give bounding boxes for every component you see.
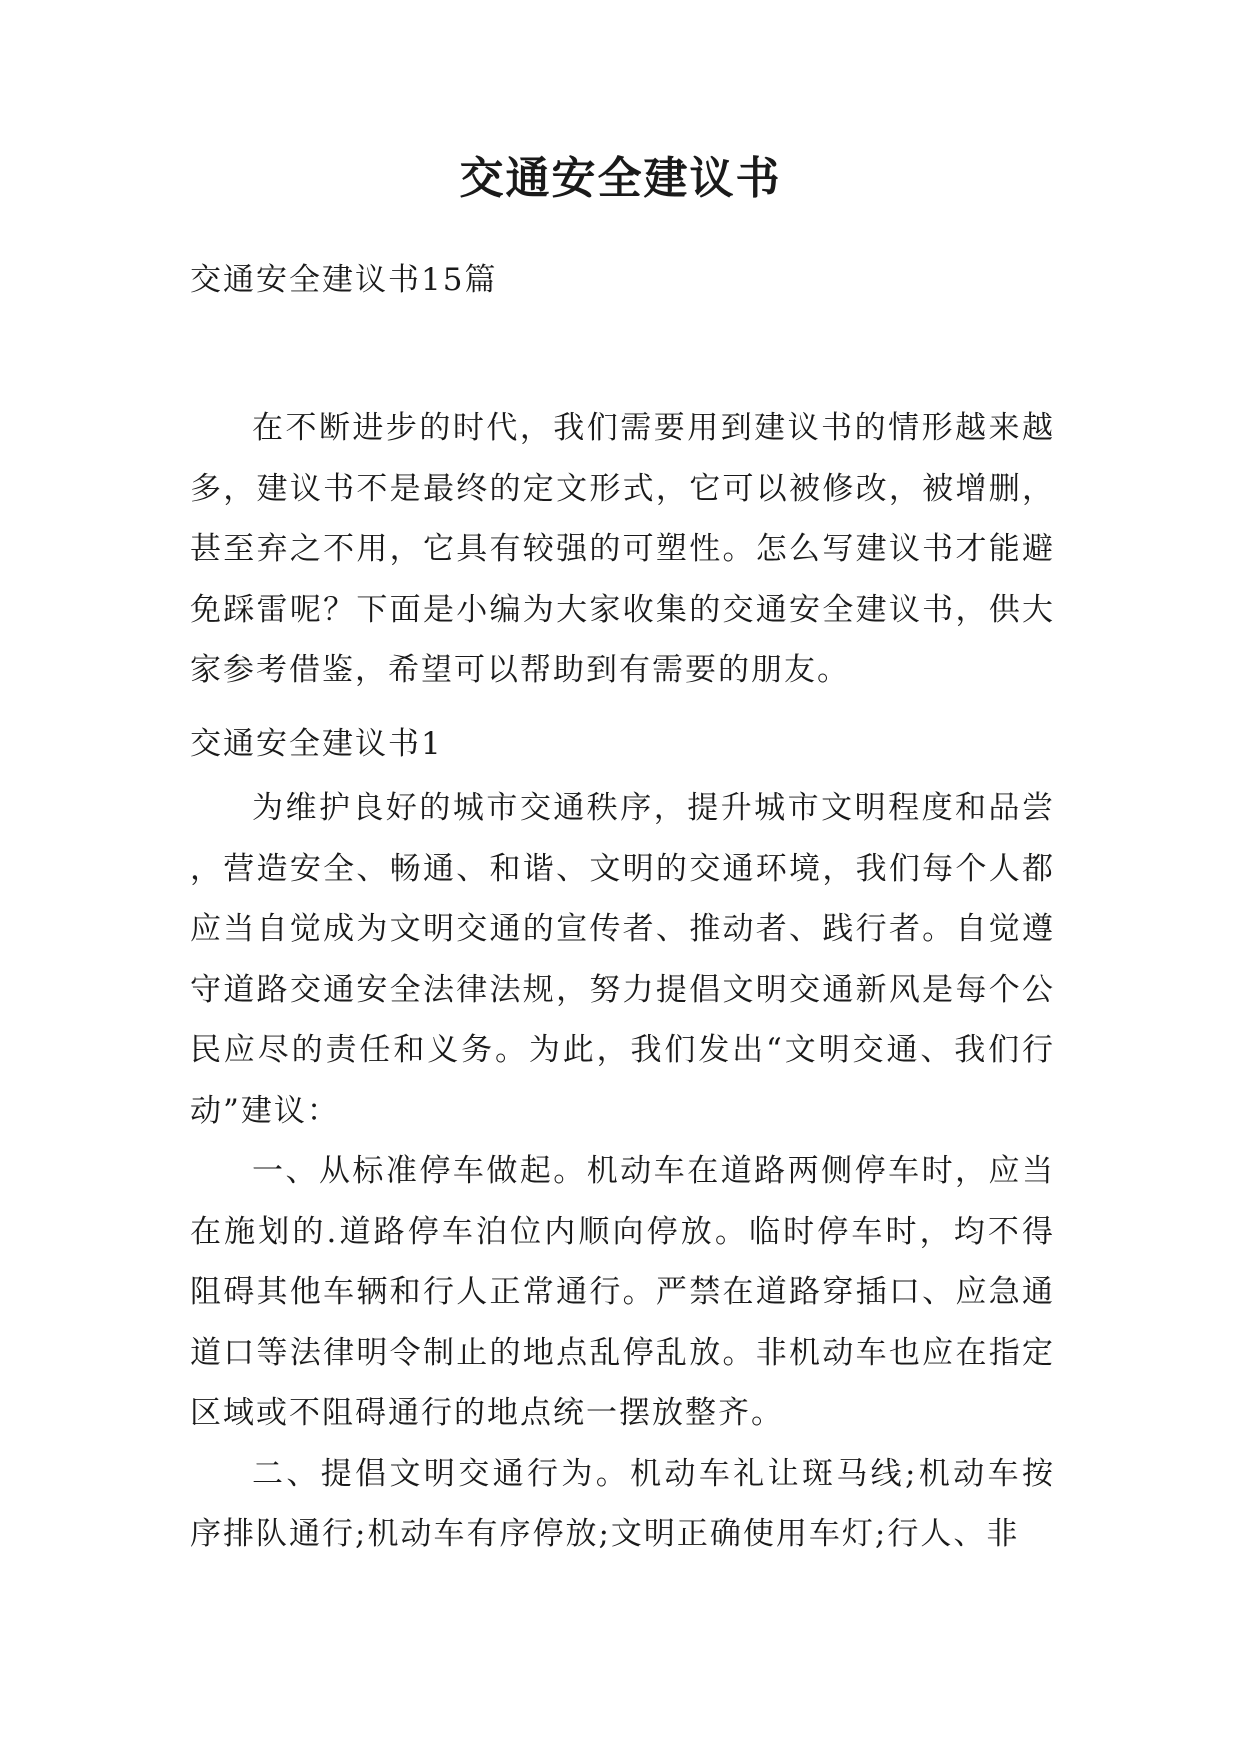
intro-paragraph: 在不断进步的时代，我们需要用到建议书的情形越来越多，建议书不是最终的定文形式，它可以被修改，被增删，甚至弃之不用，它具有较强的可塑性。怎么写建议书才能避免踩雷呢？下面是小编为大家收集的交通安全建议书，供大家参考借鉴，希望可以帮助到有需要的朋友。 bbox=[190, 410, 1055, 688]
document-title: 交通安全建议书 bbox=[459, 153, 782, 204]
body-paragraph: 为维护良好的城市交通秩序，提升城市文明程度和品尝，营造安全、畅通、和谐、文明的交通环境，我们每个人都应当自觉成为文明交通的宣传者、推动者、践行者。自觉遵守道路交通安全法律法规，努力提倡文明交通新风是每个公民应尽的责任和义务。为此，我们发出“文明交通、我们行动”建议： bbox=[190, 790, 1055, 1129]
section-body bbox=[190, 778, 1055, 1565]
body-paragraph: 二、提倡文明交通行为。机动车礼让斑马线;机动车按序排队通行;机动车有序停放;文明正确使用车灯;行人、非 bbox=[190, 1455, 1055, 1552]
intro-section bbox=[190, 398, 1055, 701]
document-subtitle: 交通安全建议书15篇 bbox=[190, 262, 498, 298]
section-heading: 交通安全建议书1 bbox=[190, 726, 443, 762]
body-paragraph: 一、从标准停车做起。机动车在道路两侧停车时，应当在施划的.道路停车泊位内顺向停放。临时停车时，均不得阻碍其他车辆和行人正常通行。严禁在道路穿插口、应急通道口等法律明令制止的地点乱停乱放。非机动车也应在指定区域或不阻碍通行的地点统一摆放整齐。 bbox=[190, 1153, 1055, 1431]
